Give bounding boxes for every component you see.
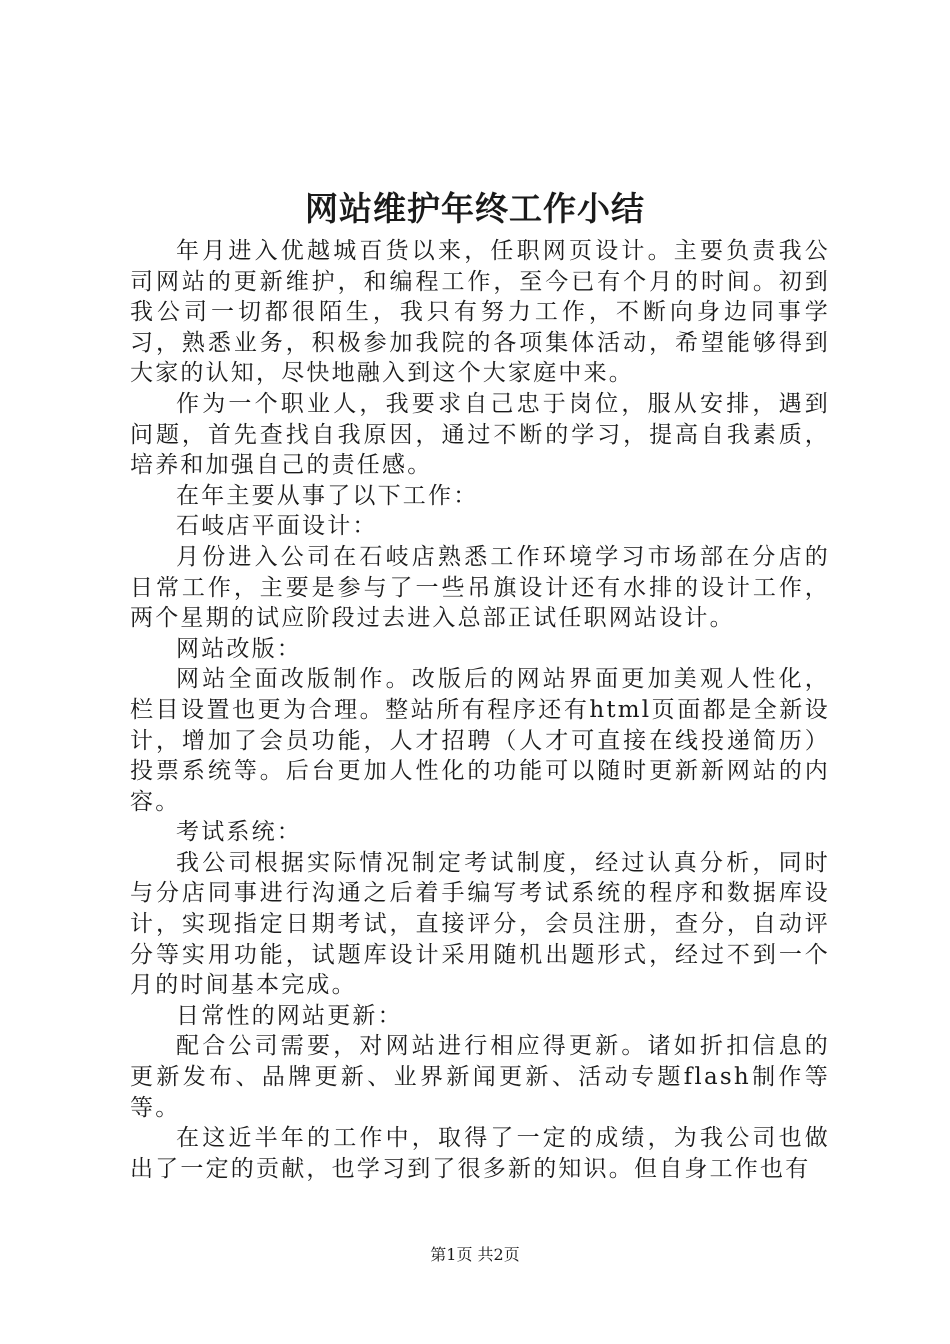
paragraph: 在年主要从事了以下工作： (176, 482, 479, 509)
page-footer: 第1页 共2页 (430, 1245, 520, 1264)
paragraph: 月份进入公司在石岐店熟悉工作环境学习市场部在分店的日常工作，主要是参与了一些吊旗设计还有水排的设计工作，两个星期的试应阶段过去进入总部正试任职网站设计。 (130, 543, 830, 632)
section-heading: 考试系统： (176, 819, 302, 846)
section-heading: 石岐店平面设计： (176, 513, 378, 540)
paragraph: 网站全面改版制作。改版后的网站界面更加美观人性化，栏目设置也更为合理。整站所有程序还有html页面都是全新设计，增加了会员功能，人才招聘（人才可直接在线投递简历）投票系统等。后台更加人性化的功能可以随时更新新网站的内容。 (130, 666, 830, 815)
paragraph: 在这近半年的工作中，取得了一定的成绩，为我公司也做出了一定的贡献，也学习到了很多新的知识。但自身工作也有 (130, 1125, 830, 1182)
document-title: 网站维护年终工作小结 (305, 189, 645, 228)
section-heading: 日常性的网站更新： (176, 1002, 403, 1029)
paragraph: 配合公司需要，对网站进行相应得更新。诸如折扣信息的更新发布、品牌更新、业界新闻更新、活动专题flash制作等等。 (130, 1033, 830, 1121)
paragraph: 年月进入优越城百货以来，任职网页设计。主要负责我公司网站的更新维护，和编程工作，至今已有个月的时间。初到我公司一切都很陌生，我只有努力工作，不断向身边同事学习，熟悉业务，积极参加我院的各项集体活动，希望能够得到大家的认知，尽快地融入到这个大家庭中来。 (130, 238, 830, 387)
document-body (130, 236, 830, 1184)
section-heading: 网站改版： (176, 635, 302, 662)
paragraph: 作为一个职业人，我要求自己忠于岗位，服从安排，遇到问题，首先查找自我原因，通过不断的学习，提高自我素质，培养和加强自己的责任感。 (130, 390, 830, 479)
paragraph: 我公司根据实际情况制定考试制度，经过认真分析，同时与分店同事进行沟通之后着手编写考试系统的程序和数据库设计，实现指定日期考试，直接评分，会员注册，查分，自动评分等实用功能，试题库设计采用随机出题形式，经过不到一个月的时间基本完成。 (130, 849, 830, 999)
